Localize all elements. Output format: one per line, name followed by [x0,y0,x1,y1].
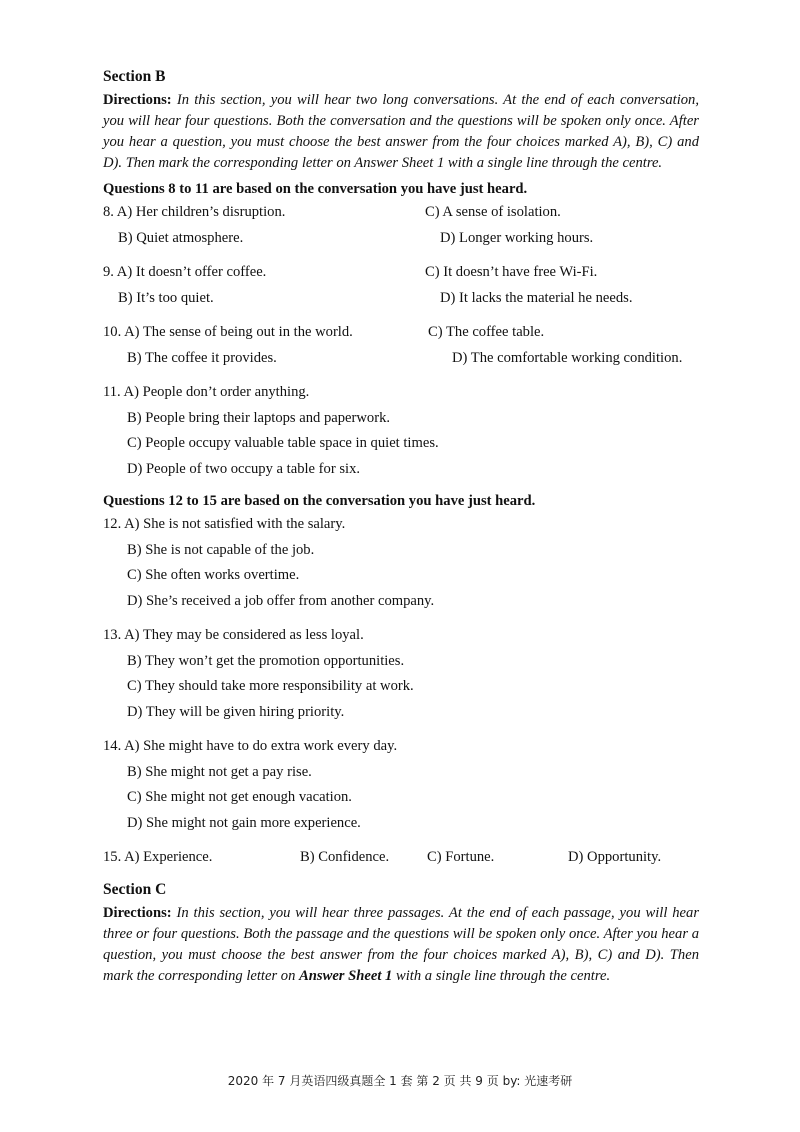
q9-option-b: B) It’s too quiet. [118,289,214,306]
section-b-title: Section B [103,68,166,85]
q10-option-b: B) The coffee it provides. [127,349,277,366]
questions-12-15-heading: Questions 12 to 15 are based on the conversation you have just heard. [103,493,536,509]
question-14 [103,734,699,836]
section-b-directions [103,90,699,174]
directions-label: Directions: [103,905,172,921]
q11-option-c: C) People occupy valuable table space in quiet times. [127,435,439,451]
q9-option-c: C) It doesn’t have free Wi-Fi. [425,264,598,280]
q10-option-a: 10. A) The sense of being out in the world. [103,324,353,340]
q13-option-d: D) They will be given hiring priority. [127,703,345,720]
question-10 [103,320,699,371]
q12-option-d: D) She’s received a job offer from another company. [127,592,435,609]
q13-option-c: C) They should take more responsibility at work. [127,678,414,694]
answer-sheet-emphasis: Answer Sheet 1 [299,968,393,984]
q15-option-b: B) Confidence. [300,849,390,865]
question-15 [103,845,699,871]
exam-page [103,66,699,987]
directions-text-part-1: In this section, you will hear three passages. At the end of each passage, you will hear three or four questions. Both the passage and the questions will be spoken only once. After you hear a question, you must choose the best answer from the four choices marked A), B), C) and D). Then mark the corresponding letter on [103,905,699,984]
q9-option-d: D) It lacks the material he needs. [440,289,633,306]
section-c-directions [103,903,699,987]
q10-option-c: C) The coffee table. [428,324,545,340]
question-13 [103,623,699,725]
q14-option-d: D) She might not gain more experience. [127,814,361,831]
q14-option-c: C) She might not get enough vacation. [127,789,352,805]
q13-option-a: 13. A) They may be considered as less loyal. [103,627,364,643]
q15-option-c: C) Fortune. [427,849,495,865]
question-11 [103,380,699,482]
q11-option-d: D) People of two occupy a table for six. [127,460,361,477]
q9-option-a: 9. A) It doesn’t offer coffee. [103,264,267,280]
directions-label: Directions: [103,92,172,108]
q8-option-b: B) Quiet atmosphere. [118,229,244,246]
q15-option-d: D) Opportunity. [568,849,662,865]
page-footer: 2020 年 7 月英语四级真题全 1 套 第 2 页 共 9 页 by: 光速考研 [227,1074,573,1088]
q12-option-b: B) She is not capable of the job. [127,541,315,558]
questions-8-11-heading: Questions 8 to 11 are based on the conversation you have just heard. [103,181,528,197]
q10-option-d: D) The comfortable working condition. [452,349,683,366]
directions-text: In this section, you will hear two long conversations. At the end of each conversation, you will hear four questions. Both the conversation and the questions will be spoken only once. After you hear a question, you must choose the best answer from the four choices marked A), B), C) and D). Then mark the corresponding letter on Answer Sheet 1 with a single line through the centre. [103,92,699,171]
q14-option-a: 14. A) She might have to do extra work every day. [103,738,398,754]
q13-option-b: B) They won’t get the promotion opportunities. [127,652,405,669]
directions-text-part-2: with a single line through the centre. [395,968,611,984]
q12-option-a: 12. A) She is not satisfied with the salary. [103,516,346,532]
question-12 [103,512,699,614]
q11-option-a: 11. A) People don’t order anything. [103,384,310,400]
q15-option-a: 15. A) Experience. [103,849,213,865]
q11-option-b: B) People bring their laptops and paperwork. [127,409,391,426]
q8-option-a: 8. A) Her children’s disruption. [103,204,286,220]
section-c-title: Section C [103,881,167,898]
question-8 [103,200,699,251]
q8-option-d: D) Longer working hours. [440,229,594,246]
q14-option-b: B) She might not get a pay rise. [127,763,312,780]
q8-option-c: C) A sense of isolation. [425,204,561,220]
q12-option-c: C) She often works overtime. [127,567,300,583]
question-9 [103,260,699,311]
